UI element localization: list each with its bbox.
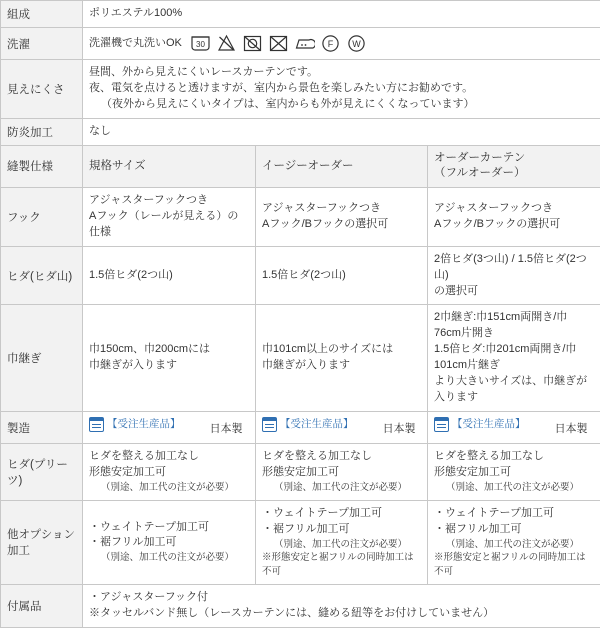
no-bleach-icon <box>216 33 237 54</box>
wash-lead-text: 洗濯機で丸洗いOK <box>89 36 182 52</box>
row-label-accessories: 付属品 <box>1 584 83 627</box>
column-header-full-order: オーダーカーテン （フルオーダー） <box>428 145 600 187</box>
seam-standard-cell <box>83 305 256 412</box>
table-row-material <box>1 1 600 28</box>
seam-easy-line-2: 巾継ぎが入ります <box>262 358 421 374</box>
pleats-easy-line-2: 形態安定加工可 <box>262 465 421 481</box>
row-label-wash: 洗濯 <box>1 28 83 60</box>
hook-easy-line-2: Aフック/Bフックの選択可 <box>262 217 421 233</box>
row-label-sewing: 縫製仕様 <box>1 145 83 187</box>
pleat-type-easy-line-1: 1.5倍ヒダ(2つ山) <box>262 268 421 284</box>
calendar-icon <box>262 417 277 432</box>
pleats-full-line-1: ヒダを整える加工なし <box>434 449 594 465</box>
pleat-type-standard-cell <box>83 246 256 305</box>
row-label-hook: フック <box>1 187 83 246</box>
row-label-seam: 巾継ぎ <box>1 305 83 412</box>
pleats-easy-line-1: ヒダを整える加工なし <box>262 449 421 465</box>
accessories-line-2: ※タッセルバンド無し（レースカーテンには、縫める紐等をお付けしていません） <box>89 606 594 622</box>
row-value-privacy <box>83 60 600 119</box>
table-row-wash <box>1 28 600 60</box>
made-to-order-label: 【受注生産品】 <box>452 417 526 432</box>
seam-easy-line-1: 巾101cm以上のサイズには <box>262 342 421 358</box>
no-sun-dry-icon <box>268 33 289 54</box>
hook-full-cell <box>428 187 600 246</box>
svg-text:F: F <box>328 39 334 49</box>
other-easy-line-4: ※形態安定と裾フリルの同時加工は不可 <box>262 551 421 579</box>
svg-text:W: W <box>352 39 361 49</box>
table-row-pleat-type <box>1 246 600 305</box>
calendar-icon <box>434 417 449 432</box>
made-in-label: 日本製 <box>555 422 588 438</box>
washing-machine-30-icon <box>190 33 211 54</box>
row-value-material: ポリエステル100% <box>83 1 600 28</box>
made-to-order-badge <box>89 417 181 432</box>
row-label-production: 製造 <box>1 412 83 444</box>
seam-full-line-3: より大きいサイズは、巾継ぎが入ります <box>434 374 594 406</box>
table-row-flameproof <box>1 118 600 145</box>
seam-full-line-1: 2巾継ぎ:巾151cm両開き/巾76cm片開き <box>434 310 594 342</box>
seam-easy-cell <box>256 305 428 412</box>
iron-low-icon <box>294 33 315 54</box>
hook-full-line-1: アジャスターフックつき <box>434 201 594 217</box>
privacy-line-1: 昼間、外から見えにくいレースカーテンです。 <box>89 65 594 81</box>
pleats-full-line-3: （別途、加工代の注文が必要） <box>434 481 594 495</box>
hook-standard-line-2: Aフック（レールが見える）の仕様 <box>89 209 249 241</box>
made-in-label: 日本製 <box>383 422 416 438</box>
other-standard-line-3: （別途、加工代の注文が必要） <box>89 551 249 565</box>
other-easy-line-3: （別途、加工代の注文が必要） <box>262 538 421 552</box>
table-row-privacy <box>1 60 600 119</box>
pleats-full-line-2: 形態安定加工可 <box>434 465 594 481</box>
other-standard-line-2: ・裾フリル加工可 <box>89 535 249 551</box>
row-label-privacy: 見えにくさ <box>1 60 83 119</box>
table-row-hook <box>1 187 600 246</box>
other-easy-line-1: ・ウェイトテープ加工可 <box>262 506 421 522</box>
accessories-line-1: ・アジャスターフック付 <box>89 590 594 606</box>
column-header-standard: 規格サイズ <box>83 145 256 187</box>
hook-standard-cell <box>83 187 256 246</box>
made-in-label: 日本製 <box>210 422 243 438</box>
pleats-standard-line-3: （別途、加工代の注文が必要） <box>89 481 249 495</box>
pleat-type-full-line-2: の選択可 <box>434 284 594 300</box>
hook-easy-line-1: アジャスターフックつき <box>262 201 421 217</box>
other-easy-line-2: ・裾フリル加工可 <box>262 522 421 538</box>
pleat-type-full-cell <box>428 246 600 305</box>
privacy-line-3: （夜外から見えにくいタイプは、室内からも外が見えにくくなっています） <box>89 97 594 113</box>
row-value-flameproof: なし <box>83 118 600 145</box>
no-tumble-dry-icon <box>242 33 263 54</box>
other-standard-line-1: ・ウェイトテープ加工可 <box>89 520 249 536</box>
other-easy-cell <box>256 500 428 584</box>
production-easy-cell <box>256 412 428 444</box>
row-label-other-options: 他オプション加工 <box>1 500 83 584</box>
other-full-line-3: （別途、加工代の注文が必要） <box>434 538 594 552</box>
made-to-order-badge <box>262 417 354 432</box>
row-label-flameproof: 防炎加工 <box>1 118 83 145</box>
row-value-accessories <box>83 584 600 627</box>
table-row-sewing-header <box>1 145 600 187</box>
pleats-standard-line-2: 形態安定加工可 <box>89 465 249 481</box>
row-label-material: 組成 <box>1 1 83 28</box>
seam-standard-line-2: 巾継ぎが入ります <box>89 358 249 374</box>
row-value-wash <box>83 28 600 60</box>
no-dry-clean-f-icon <box>320 33 341 54</box>
table-row-other-options <box>1 500 600 584</box>
table-row-production <box>1 412 600 444</box>
svg-text:30: 30 <box>196 40 205 49</box>
seam-full-cell <box>428 305 600 412</box>
pleat-type-standard-line-1: 1.5倍ヒダ(2つ山) <box>89 268 249 284</box>
care-icon-row <box>89 33 594 54</box>
made-to-order-label: 【受注生産品】 <box>280 417 354 432</box>
seam-standard-line-1: 巾150cm、巾200cmには <box>89 342 249 358</box>
seam-full-line-2: 1.5倍ヒダ:巾201cm両開き/巾101cm片継ぎ <box>434 342 594 374</box>
other-full-line-4: ※形態安定と裾フリルの同時加工は不可 <box>434 551 594 579</box>
other-full-line-1: ・ウェイトテープ加工可 <box>434 506 594 522</box>
other-full-cell <box>428 500 600 584</box>
privacy-line-2: 夜、電気を点けると透けますが、室内から景色を楽しみたい方にお勧めです。 <box>89 81 594 97</box>
hook-standard-line-1: アジャスターフックつき <box>89 193 249 209</box>
production-full-cell <box>428 412 600 444</box>
table-row-accessories <box>1 584 600 627</box>
other-standard-cell <box>83 500 256 584</box>
column-header-easy-order: イージーオーダー <box>256 145 428 187</box>
production-standard-cell <box>83 412 256 444</box>
hook-easy-cell <box>256 187 428 246</box>
row-label-pleats-process: ヒダ(プリーツ) <box>1 444 83 501</box>
row-label-pleat-type: ヒダ(ヒダ山) <box>1 246 83 305</box>
calendar-icon <box>89 417 104 432</box>
hook-full-line-2: Aフック/Bフックの選択可 <box>434 217 594 233</box>
pleat-type-easy-cell <box>256 246 428 305</box>
made-to-order-badge <box>434 417 526 432</box>
pleats-easy-line-3: （別途、加工代の注文が必要） <box>262 481 421 495</box>
made-to-order-label: 【受注生産品】 <box>107 417 181 432</box>
pleats-standard-line-1: ヒダを整える加工なし <box>89 449 249 465</box>
other-full-line-2: ・裾フリル加工可 <box>434 522 594 538</box>
wet-clean-w-icon <box>346 33 367 54</box>
pleat-type-full-line-1: 2倍ヒダ(3つ山) / 1.5倍ヒダ(2つ山) <box>434 252 594 284</box>
table-row-seam <box>1 305 600 412</box>
